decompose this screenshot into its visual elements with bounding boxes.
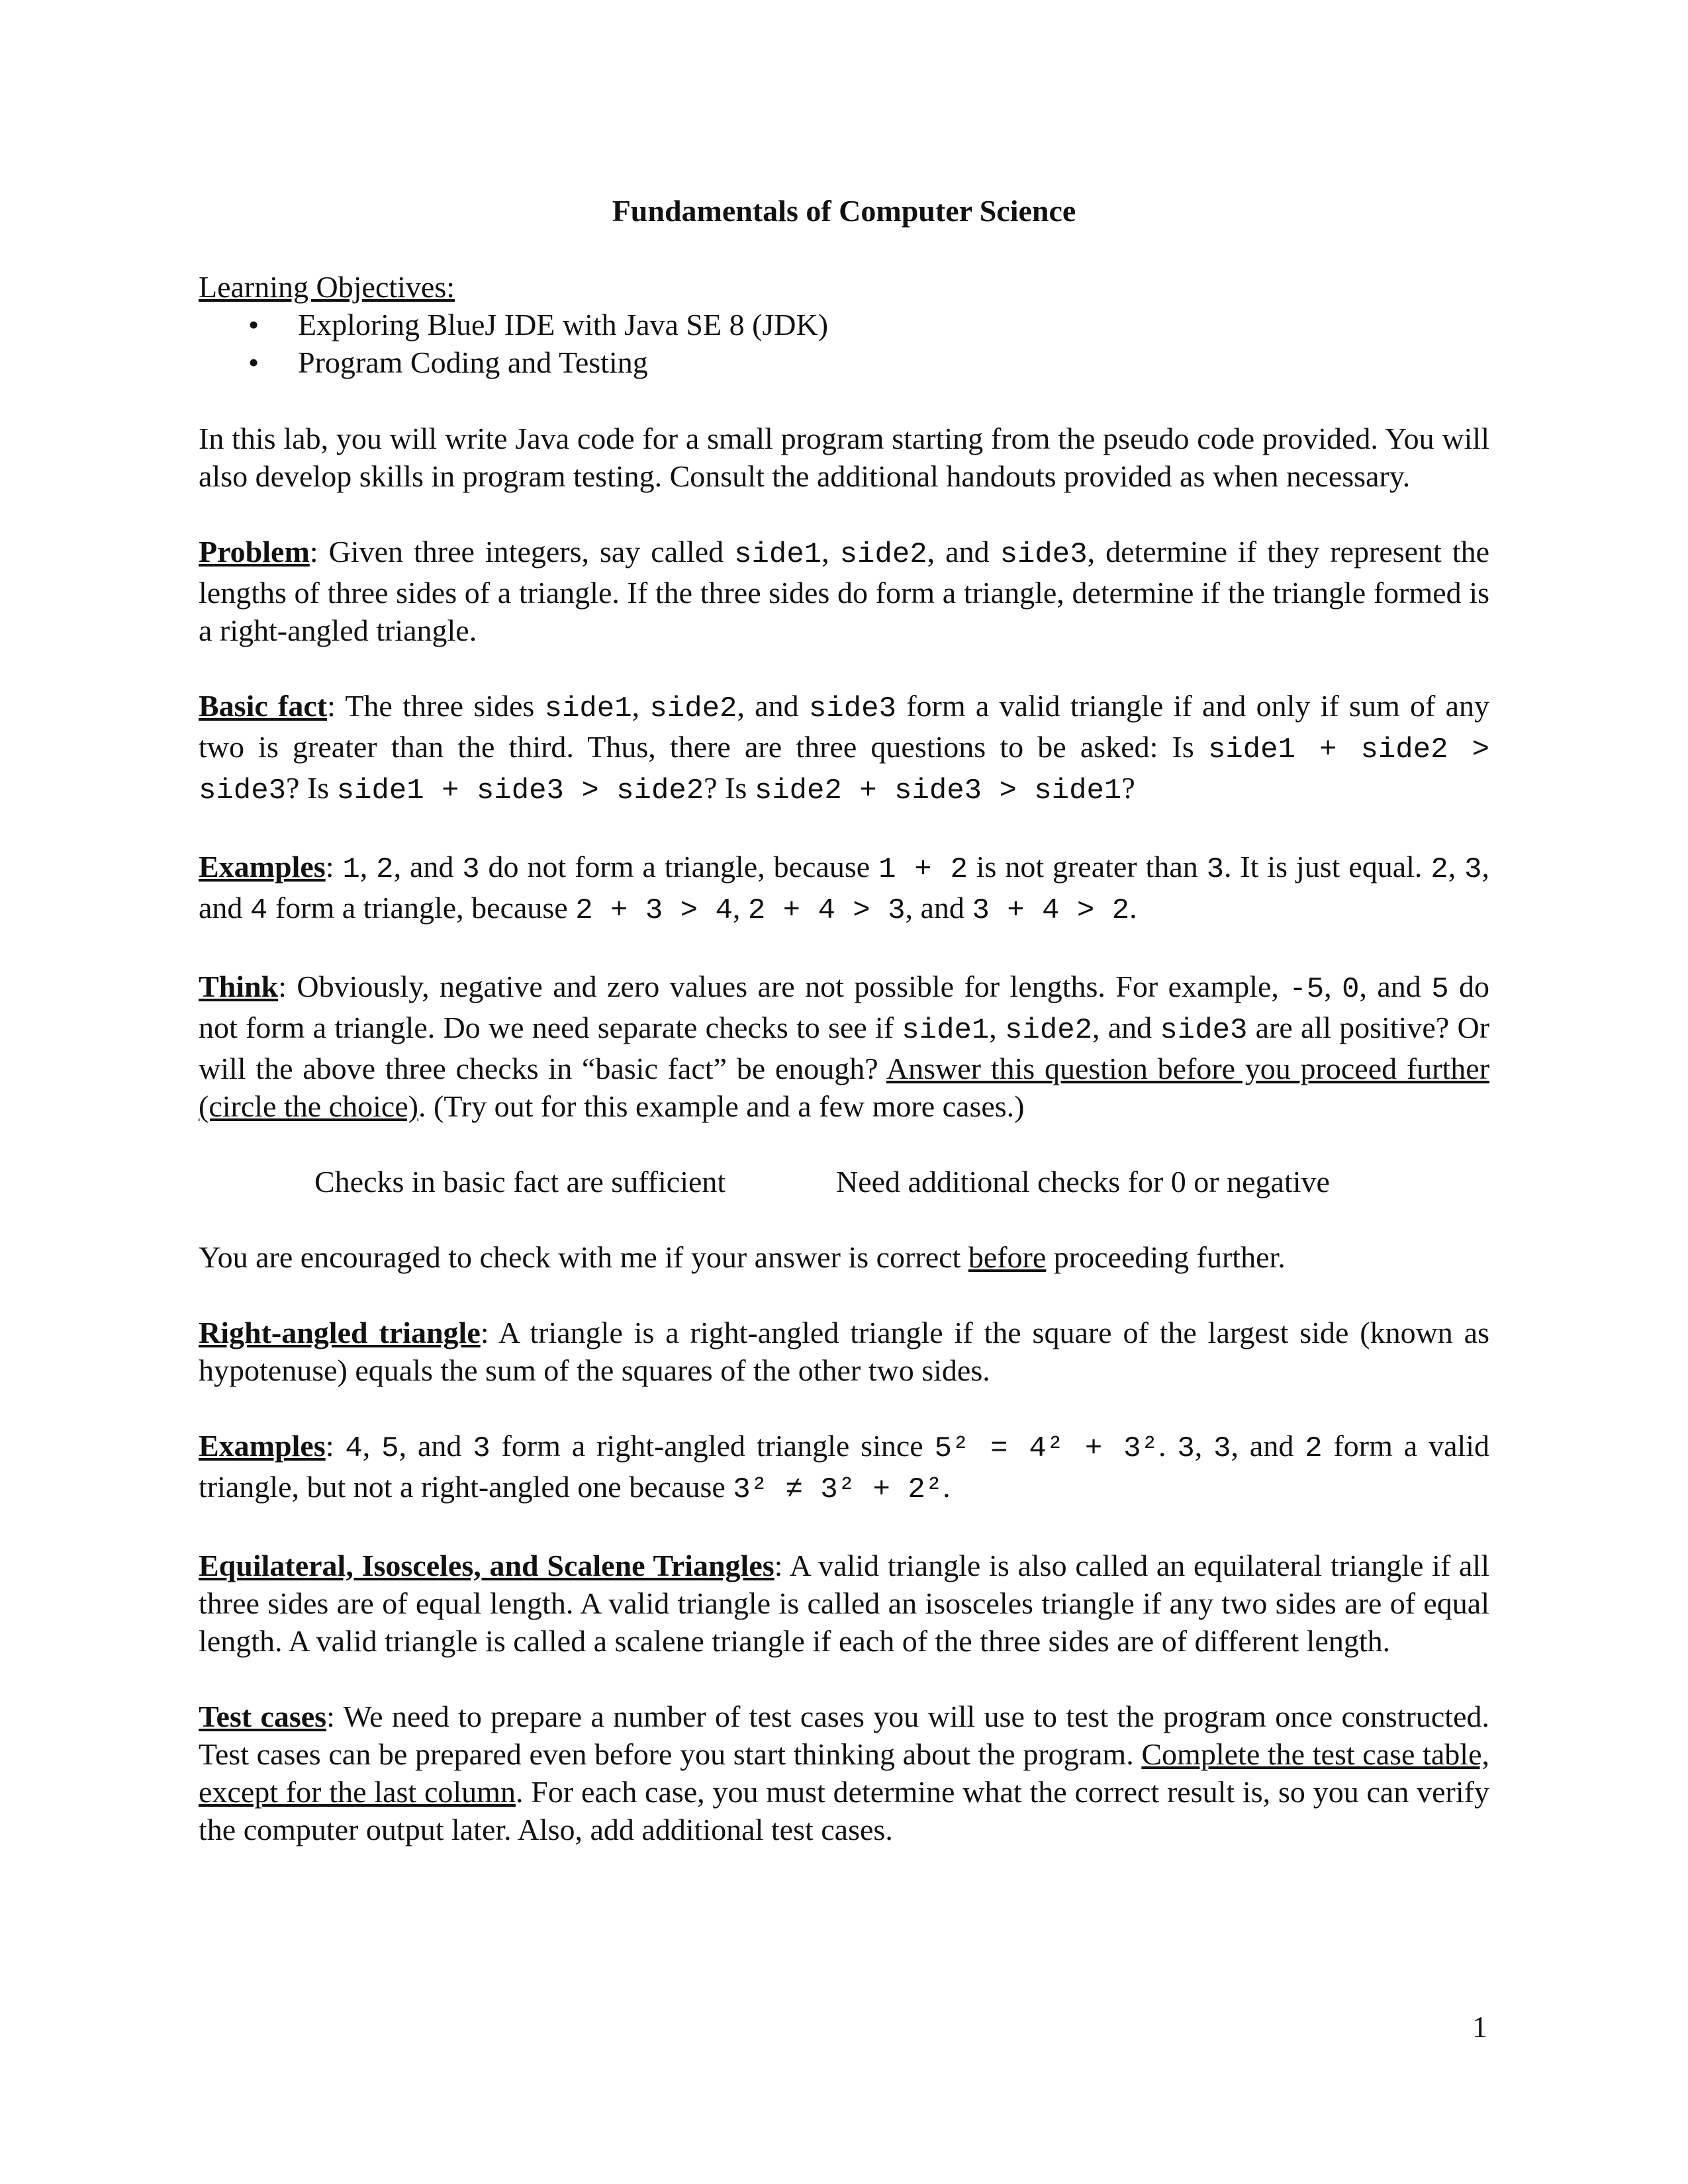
- test-cases-paragraph: Test cases: We need to prepare a number of test cases you will use to test the program once constructed. Test cases can be prepared even before you start thinking about the program. Complete the test case table, except for the last column. For each case, you must determine what the correct result is, so you can verify the computer output later. Also, add additional test cases.: [199, 1700, 1490, 1846]
- bullet-icon: •: [248, 345, 259, 379]
- intro-paragraph: In this lab, you will write Java code for a small program starting from the pseudo code provided. You will also develop skills in program testing. Consult the additional handouts provided as when necessary.: [199, 422, 1489, 493]
- test-cases-label: Test cases: [199, 1700, 327, 1733]
- choice-additional-checks[interactable]: Need additional checks for 0 or negative: [836, 1165, 1330, 1199]
- basic-fact-paragraph: Basic fact: The three sides side1, side2, and side3 form a valid triangle if and only if sum of any two is greater than the third. Thus, there are three questions to be asked: Is side1 + side2 > side3? Is side1 + side3 > side2? Is side2 + side3 > side1?: [199, 689, 1490, 807]
- triangle-types-label: Equilateral, Isosceles, and Scalene Triangles: [199, 1549, 774, 1582]
- think-label: Think: [199, 970, 279, 1003]
- problem-label: Problem: [199, 535, 310, 569]
- bullet-icon: •: [248, 308, 259, 341]
- right-angled-paragraph: Right-angled triangle: A triangle is a right-angled triangle if the square of the largest side (known as hypotenuse) equals the sum of the squares of the other two sides.: [199, 1316, 1489, 1387]
- choice-sufficient[interactable]: Checks in basic fact are sufficient: [314, 1165, 726, 1199]
- objectives-heading: Learning Objectives:: [199, 270, 455, 304]
- examples2-paragraph: Examples: 4, 5, and 3 form a right-angled triangle since 5² = 4² + 3². 3, 3, and 2 form a valid triangle, but not a right-angled one because 3² ≠ 3² + 2².: [199, 1429, 1490, 1506]
- right-angled-label: Right-angled triangle: [199, 1316, 481, 1349]
- think-paragraph: Think: Obviously, negative and zero values are not possible for lengths. For example, -5, 0, and 5 do not form a triangle. Do we need separate checks to see if side1, side2, and side3 are all positive? Or will the above three checks in “basic fact” be enough? Answer this question before you proceed further (circle the choice). (Try out for this example and a few more cases.): [199, 970, 1490, 1123]
- list-item: • Exploring BlueJ IDE with Java SE 8 (JDK): [199, 306, 1489, 343]
- objectives-list: [199, 306, 1489, 381]
- answer-choices: [199, 1163, 1489, 1201]
- problem-paragraph: Problem: Given three integers, say called side1, side2, and side3, determine if they represent the lengths of three sides of a triangle. If the three sides do form a triangle, determine if the triangle formed is a right-angled triangle.: [199, 535, 1490, 647]
- examples-paragraph: Examples: 1, 2, and 3 do not form a triangle, because 1 + 2 is not greater than 3. It is just equal. 2, 3, and 4 form a triangle, because 2 + 3 > 4, 2 + 4 > 3, and 3 + 4 > 2.: [199, 850, 1490, 927]
- triangle-types-paragraph: Equilateral, Isosceles, and Scalene Triangles: A valid triangle is also called an equilateral triangle if all three sides are of equal length. A valid triangle is called an isosceles triangle if any two sides are of equal length. A valid triangle is called a scalene triangle if each of the three sides are of different length.: [199, 1549, 1489, 1658]
- basic-fact-label: Basic fact: [199, 689, 328, 723]
- document-title: Fundamentals of Computer Science: [612, 194, 1076, 228]
- examples2-label: Examples: [199, 1429, 326, 1463]
- page-number: 1: [1472, 2010, 1487, 2044]
- list-item: • Program Coding and Testing: [199, 343, 1489, 381]
- document-page: [199, 192, 1489, 1886]
- examples-label: Examples: [199, 850, 326, 884]
- encourage-paragraph: You are encouraged to check with me if your answer is correct before proceeding further.: [199, 1240, 1286, 1274]
